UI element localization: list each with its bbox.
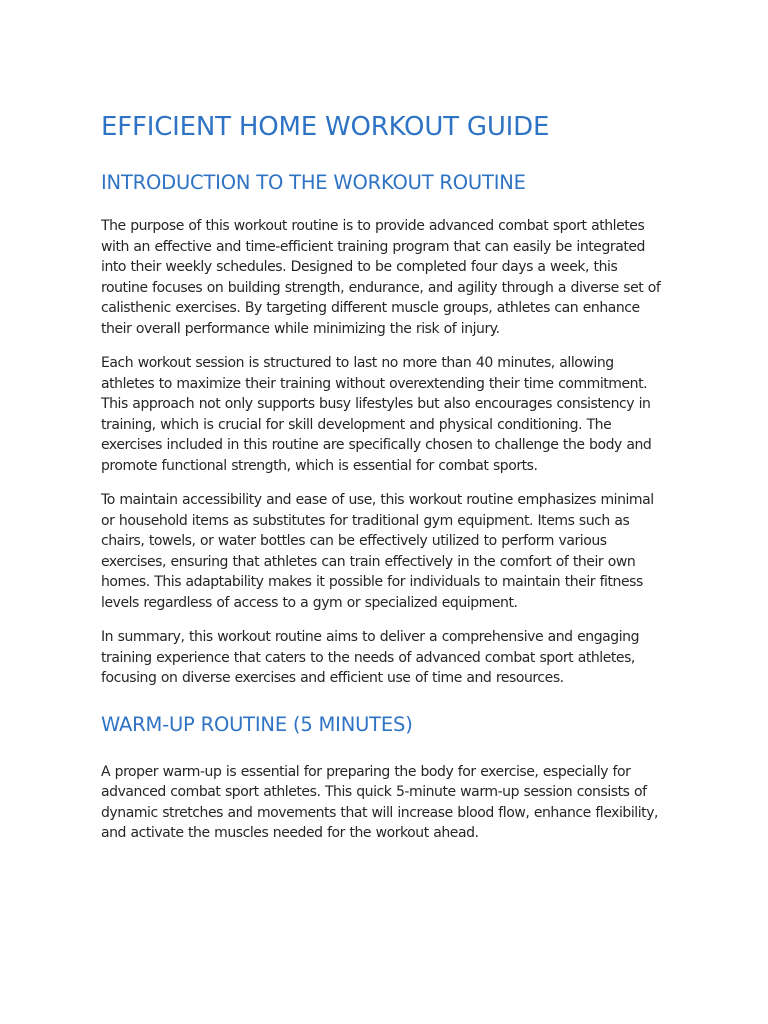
warm-up-paragraph: A proper warm-up is essential for preparing the body for exercise, especially for advanced combat sport athletes. This quick 5-minute warm-up session consists of dynamic stretches and movements that will increase blood flow, enhance flexibility, and activate the muscles needed for the workout ahead.: [101, 763, 659, 841]
section-heading-introduction: INTRODUCTION TO THE WORKOUT ROUTINE: [101, 171, 526, 194]
intro-paragraph-purpose: The purpose of this workout routine is to provide advanced combat sport athletes with an effective and time-efficient training program that can easily be integrated into their weekly schedules. Designed to be completed four days a week, this routine focuses on building strength, endurance, and agility through a diverse set of calisthenic exercises. By targeting different muscle groups, athletes can enhance their overall performance while minimizing the risk of injury.: [101, 218, 661, 337]
document-page: [101, 107, 667, 844]
intro-paragraph-session-length: Each workout session is structured to last no more than 40 minutes, allowing athletes to maximize their training without overextending their time commitment. This approach not only supports busy lifestyles but also encourages consistency in training, which is crucial for skill development and physical conditioning. The exercises included in this routine are specifically chosen to challenge the body and promote functional strength, which is essential for combat sports.: [101, 355, 652, 474]
intro-paragraph-summary: In summary, this workout routine aims to deliver a comprehensive and engaging training experience that caters to the needs of advanced combat sport athletes, focusing on diverse exercises and efficient use of time and resources.: [101, 629, 640, 686]
document-title: EFFICIENT HOME WORKOUT GUIDE: [101, 112, 550, 142]
section-heading-warm-up: WARM-UP ROUTINE (5 MINUTES): [101, 712, 413, 736]
intro-paragraph-equipment: To maintain accessibility and ease of use, this workout routine emphasizes minimal or household items as substitutes for traditional gym equipment. Items such as chairs, towels, or water bottles can be effectively utilized to perform various exercises, ensuring that athletes can train effectively in the comfort of their own homes. This adaptability makes it possible for individuals to maintain their fitness levels regardless of access to a gym or specialized equipment.: [101, 492, 654, 611]
